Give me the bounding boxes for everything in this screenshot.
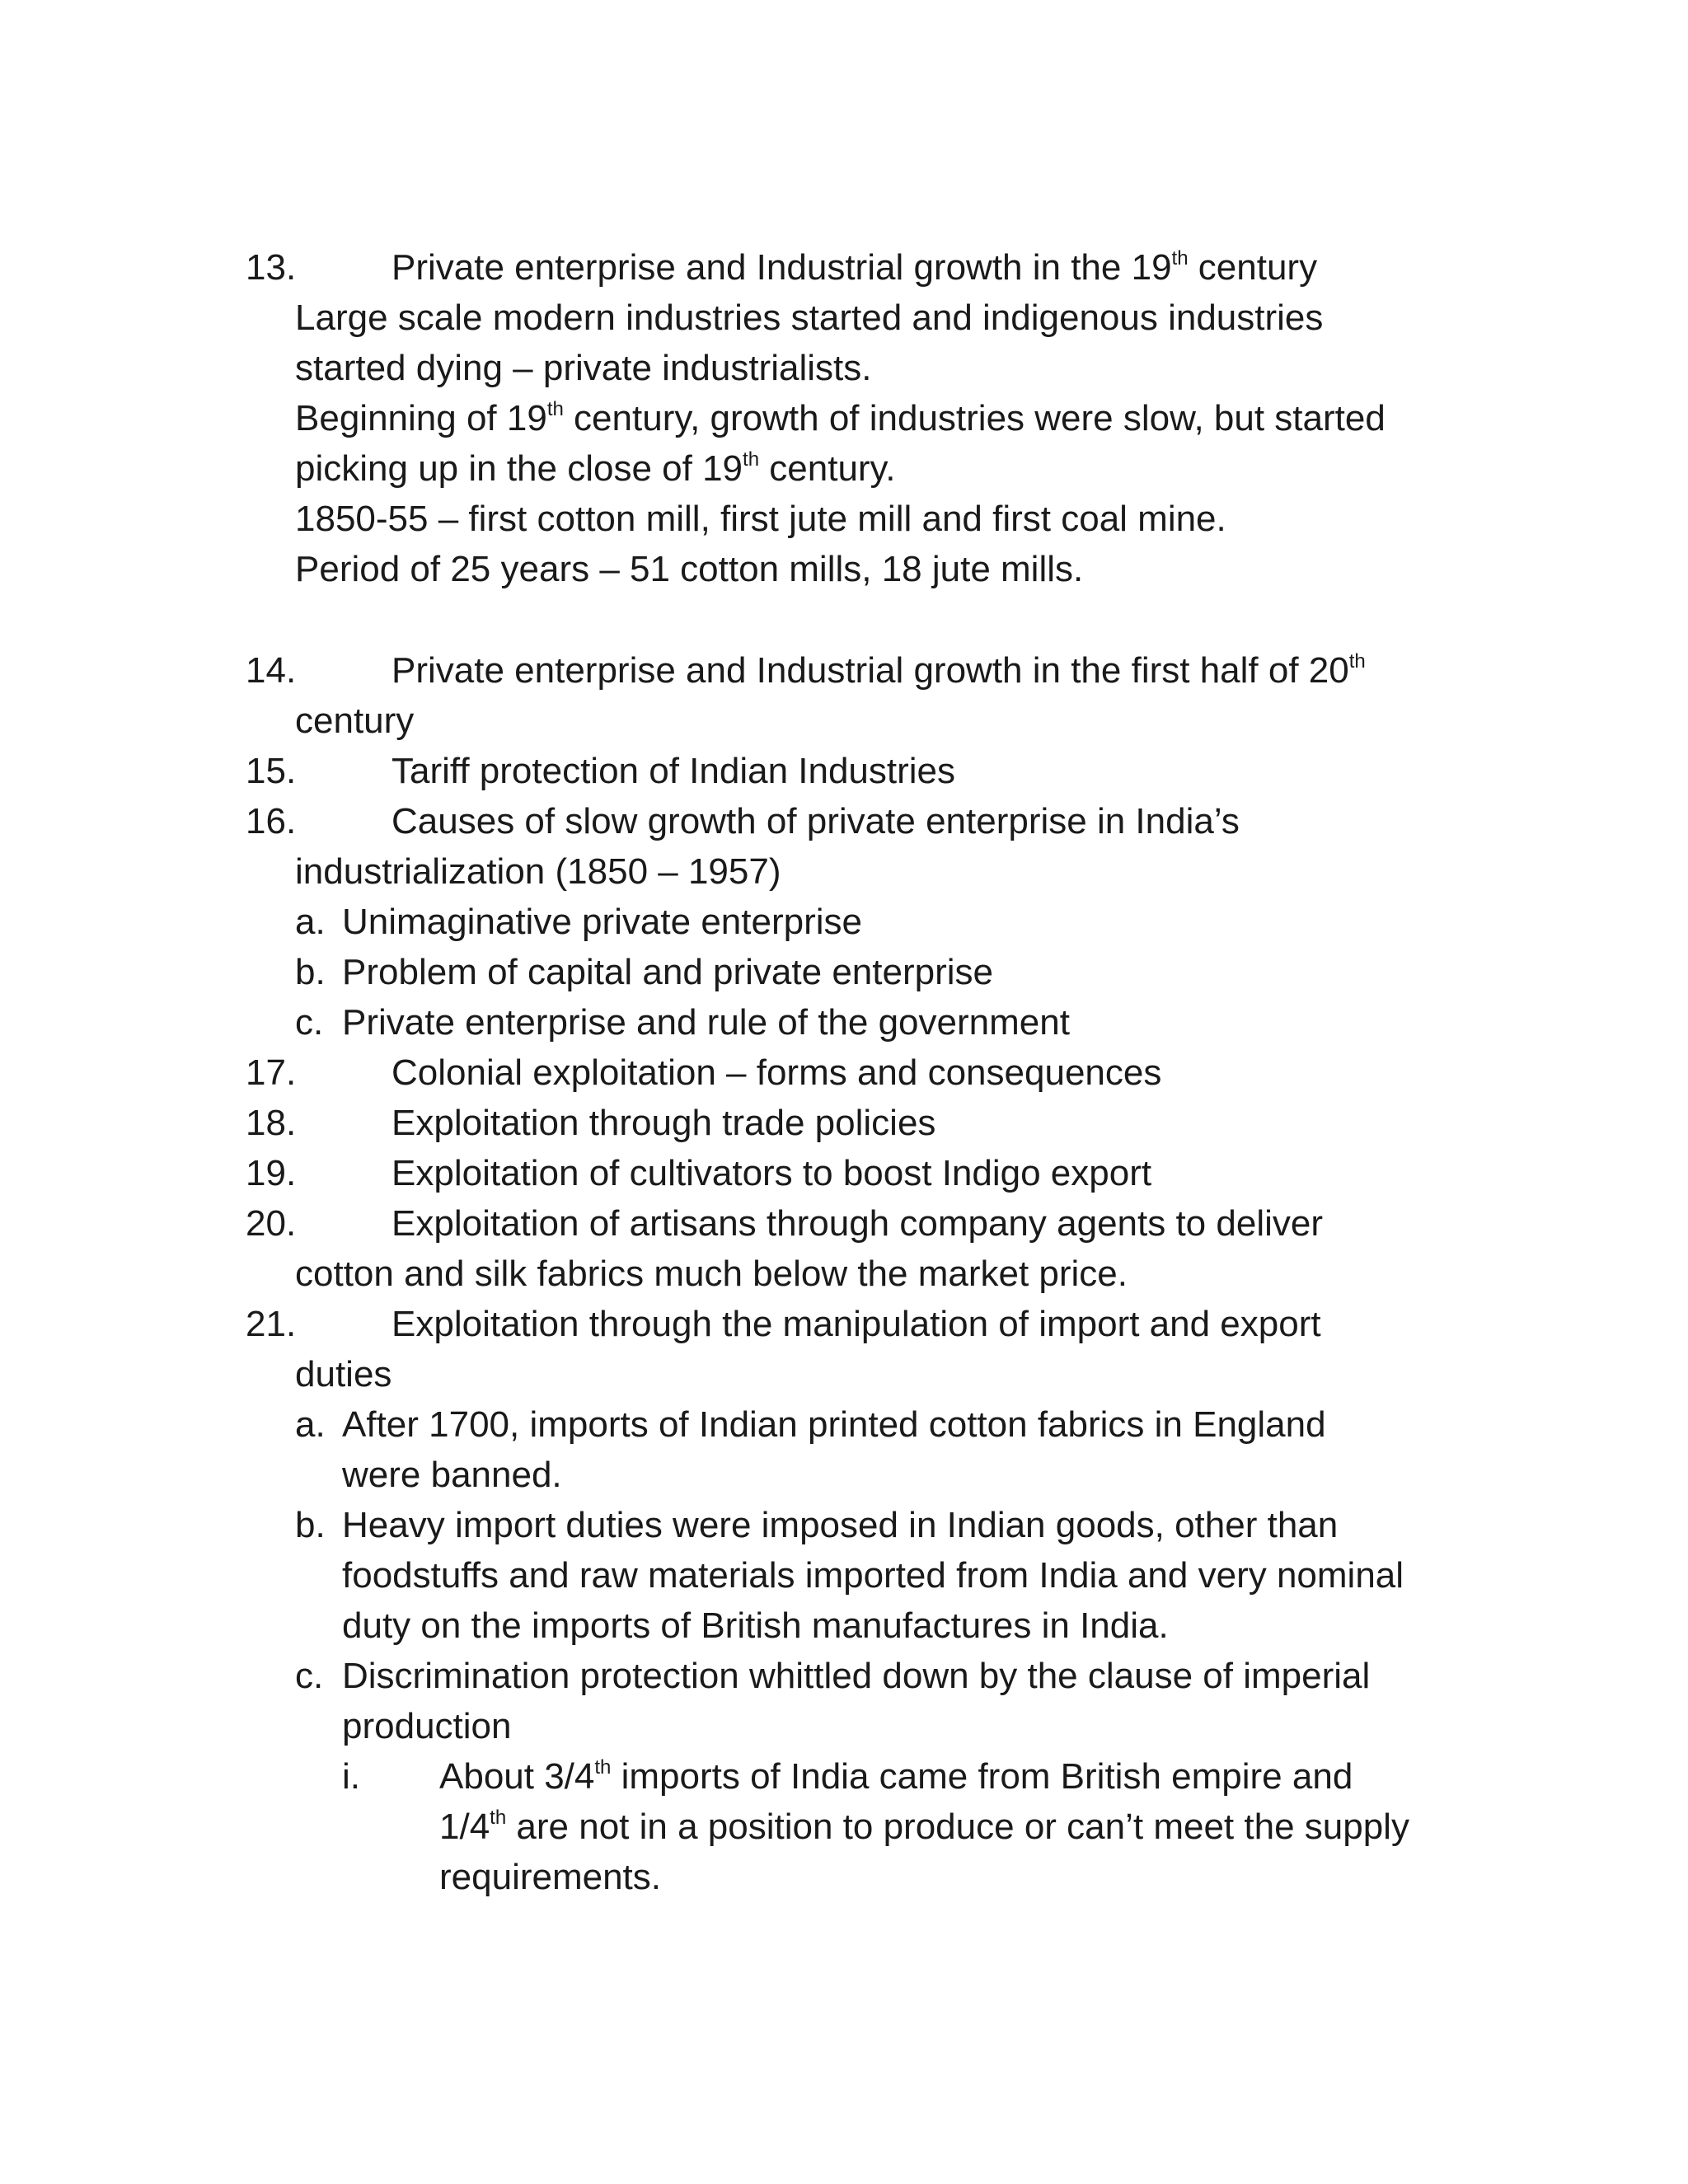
sub-sub-item-marker: i. [342,1756,360,1797]
item-heading: Colonial exploitation – forms and consequences [392,1052,1162,1093]
item-number: 18. [246,1103,297,1143]
sub-item-text: Heavy import duties were imposed in Indian goods, other than [342,1505,1339,1545]
item-heading: Private enterprise and Industrial growth in the first half of 20th [392,650,1366,691]
item-number: 14. [246,650,297,691]
sub-item-marker: b. [295,1505,326,1545]
item-heading: Exploitation through trade policies [392,1103,936,1143]
sub-item-text: Problem of capital and private enterprise [342,952,993,992]
sub-item-text: Private enterprise and rule of the government [342,1002,1070,1043]
item-text-line: Period of 25 years – 51 cotton mills, 18 jute mills. [295,549,1084,589]
sub-item-text: duty on the imports of British manufactures in India. [342,1605,1169,1646]
sub-sub-item-text: About 3/4th imports of India came from British empire and [439,1756,1353,1797]
item-number: 17. [246,1052,297,1093]
sub-item-marker: a. [295,1404,326,1445]
item-heading: Exploitation of cultivators to boost Indigo export [392,1153,1152,1193]
sub-sub-item-text: requirements. [439,1857,662,1897]
item-number: 15. [246,751,297,791]
item-heading: Tariff protection of Indian Industries [392,751,956,791]
item-number: 19. [246,1153,297,1193]
sub-item-marker: c. [295,1002,324,1043]
item-text-line: picking up in the close of 19th century. [295,448,896,489]
item-text-line: industrialization (1850 – 1957) [295,851,781,892]
sub-item-text: Unimaginative private enterprise [342,902,862,942]
item-number: 20. [246,1203,297,1244]
sub-item-marker: b. [295,952,326,992]
item-number: 13. [246,247,297,288]
item-text-line: Large scale modern industries started and indigenous industries [295,298,1324,338]
item-text-line: cotton and silk fabrics much below the market price. [295,1254,1128,1294]
sub-item-marker: a. [295,902,326,942]
sub-item-text: foodstuffs and raw materials imported from India and very nominal [342,1555,1404,1596]
item-heading: Exploitation of artisans through company agents to deliver [392,1203,1323,1244]
sub-item-text: were banned. [342,1455,562,1495]
sub-item-marker: c. [295,1656,324,1696]
item-heading: Private enterprise and Industrial growth in the 19th century [392,247,1318,288]
item-text-line: century [295,701,415,741]
sub-item-text: Discrimination protection whittled down by the clause of imperial [342,1656,1371,1696]
sub-item-text: After 1700, imports of Indian printed cotton fabrics in England [342,1404,1326,1445]
item-heading: Causes of slow growth of private enterprise in India’s [392,801,1240,841]
sub-sub-item-text: 1/4th are not in a position to produce or can’t meet the supply [439,1807,1409,1847]
item-number: 16. [246,801,297,841]
item-text-line: 1850-55 – first cotton mill, first jute mill and first coal mine. [295,499,1226,539]
item-heading: Exploitation through the manipulation of import and export [392,1304,1321,1344]
item-text-line: duties [295,1354,392,1394]
item-text-line: Beginning of 19th century, growth of industries were slow, but started [295,398,1386,438]
item-number: 21. [246,1304,297,1344]
sub-item-text: production [342,1706,512,1746]
item-text-line: started dying – private industrialists. [295,348,872,388]
